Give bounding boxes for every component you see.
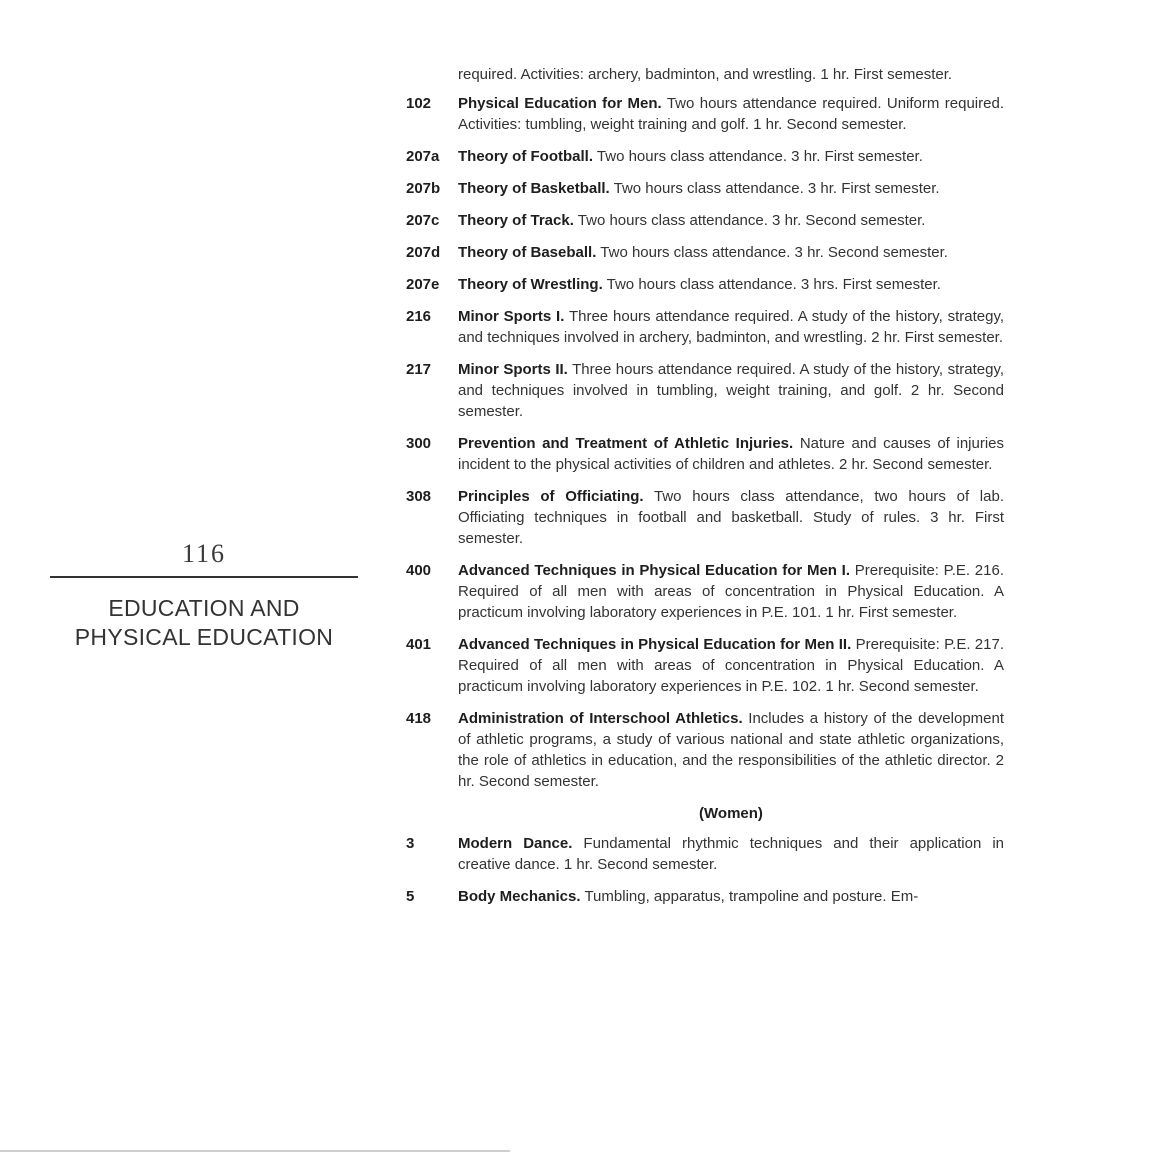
course-entry — [400, 708, 1004, 792]
course-description: Two hours attendance required. Uniform required. Activities: tumbling, weight training and golf. 1 hr. Second semester. — [458, 95, 1004, 133]
course-description: Prerequisite: P.E. 217. Required of all men with areas of concentration in Physical Education. A practicum involving laboratory experiences in P.E. 102. 1 hr. Second semester. — [458, 636, 1004, 695]
course-description: Two hours class attendance. 3 hr. First semester. — [613, 180, 940, 197]
scan-edge-shadow — [0, 1150, 510, 1152]
course-description: Two hours class attendance. 3 hr. Second semester. — [577, 212, 926, 229]
men-courses — [400, 93, 1004, 792]
course-number: 3 — [406, 835, 415, 852]
course-title: Body Mechanics. — [458, 888, 581, 905]
course-title: Principles of Officiating. — [458, 488, 644, 505]
course-description: Two hours class attendance. 3 hr. Second semester. — [600, 244, 948, 261]
course-entry — [400, 274, 1004, 295]
course-number: 300 — [406, 435, 432, 452]
course-entry — [400, 634, 1004, 697]
course-number: 207d — [406, 244, 441, 261]
continued-text: required. Activities: archery, badminton, and wrestling. 1 hr. First semester. — [458, 66, 953, 83]
course-title: Theory of Football. — [458, 148, 593, 165]
course-number: 216 — [406, 308, 432, 325]
course-number: 401 — [406, 636, 432, 653]
women-courses — [400, 833, 1004, 907]
course-number: 217 — [406, 361, 432, 378]
course-number: 400 — [406, 562, 432, 579]
course-entry — [400, 93, 1004, 135]
course-description: Two hours class attendance. 3 hrs. First semester. — [606, 276, 941, 293]
course-title: Administration of Interschool Athletics. — [458, 710, 743, 727]
course-number: 207b — [406, 180, 441, 197]
divider-rule — [50, 576, 358, 578]
course-title: Minor Sports II. — [458, 361, 568, 378]
course-description: Tumbling, apparatus, trampoline and posture. Em- — [584, 888, 919, 905]
course-title: Theory of Baseball. — [458, 244, 597, 261]
section-title-line2: PHYSICAL EDUCATION — [74, 624, 334, 650]
course-description: Two hours class attendance, two hours of lab. Officiating techniques in football and basketball. Study of rules. 3 hr. First semester. — [458, 488, 1004, 547]
course-entry — [400, 146, 1004, 167]
course-entry — [400, 486, 1004, 549]
course-title: Minor Sports I. — [458, 308, 565, 325]
course-entry — [400, 178, 1004, 199]
course-title: Advanced Techniques in Physical Education for Men II. — [458, 636, 852, 653]
course-description: Prerequisite: P.E. 216. Required of all men with areas of concentration in Physical Education. A practicum involving laboratory experiences in P.E. 101. 1 hr. First semester. — [458, 562, 1005, 621]
section-title-line1: EDUCATION AND — [108, 595, 300, 621]
course-entry — [400, 886, 1004, 907]
course-number: 418 — [406, 710, 432, 727]
course-number: 5 — [406, 888, 415, 905]
course-description: Nature and causes of injuries incident to the physical activities of children and athletes. 2 hr. Second semester. — [458, 435, 1004, 473]
course-entry — [400, 833, 1004, 875]
course-description: Includes a history of the development of athletic programs, a study of various national and state athletic organizations, the role of athletics in education, and the responsibilities of the athletic director. 2 hr. Second semester. — [458, 710, 1005, 790]
course-description: Two hours class attendance. 3 hr. First semester. — [596, 148, 923, 165]
course-title: Prevention and Treatment of Athletic Injuries. — [458, 435, 794, 452]
course-entry — [400, 359, 1004, 422]
course-title: Advanced Techniques in Physical Education for Men I. — [458, 562, 851, 579]
course-entry — [400, 242, 1004, 263]
page-number: 116 — [181, 539, 227, 568]
course-title: Theory of Track. — [458, 212, 574, 229]
course-number: 102 — [406, 95, 432, 112]
course-entry — [400, 560, 1004, 623]
course-description: Three hours attendance required. A study of the history, strategy, and techniques involved in archery, badminton, and wrestling. 2 hr. First semester. — [458, 308, 1004, 346]
course-title: Theory of Wrestling. — [458, 276, 603, 293]
course-number: 207a — [406, 148, 440, 165]
course-title: Modern Dance. — [458, 835, 573, 852]
course-number: 207c — [406, 212, 440, 229]
course-entry — [400, 433, 1004, 475]
course-listing — [400, 64, 1004, 918]
course-entry — [400, 306, 1004, 348]
course-description: Fundamental rhythmic techniques and their application in creative dance. 1 hr. Second semester. — [458, 835, 1004, 873]
section-title — [50, 594, 358, 652]
course-title: Theory of Basketball. — [458, 180, 610, 197]
course-number: 207e — [406, 276, 440, 293]
course-description: Three hours attendance required. A study of the history, strategy, and techniques involved in tumbling, weight training, and golf. 2 hr. Second semester. — [458, 361, 1005, 420]
sidebar — [50, 538, 358, 652]
women-heading: (Women) — [699, 805, 763, 822]
course-entry — [400, 210, 1004, 231]
course-number: 308 — [406, 488, 432, 505]
continued-entry — [400, 64, 1004, 85]
course-title: Physical Education for Men. — [458, 95, 662, 112]
